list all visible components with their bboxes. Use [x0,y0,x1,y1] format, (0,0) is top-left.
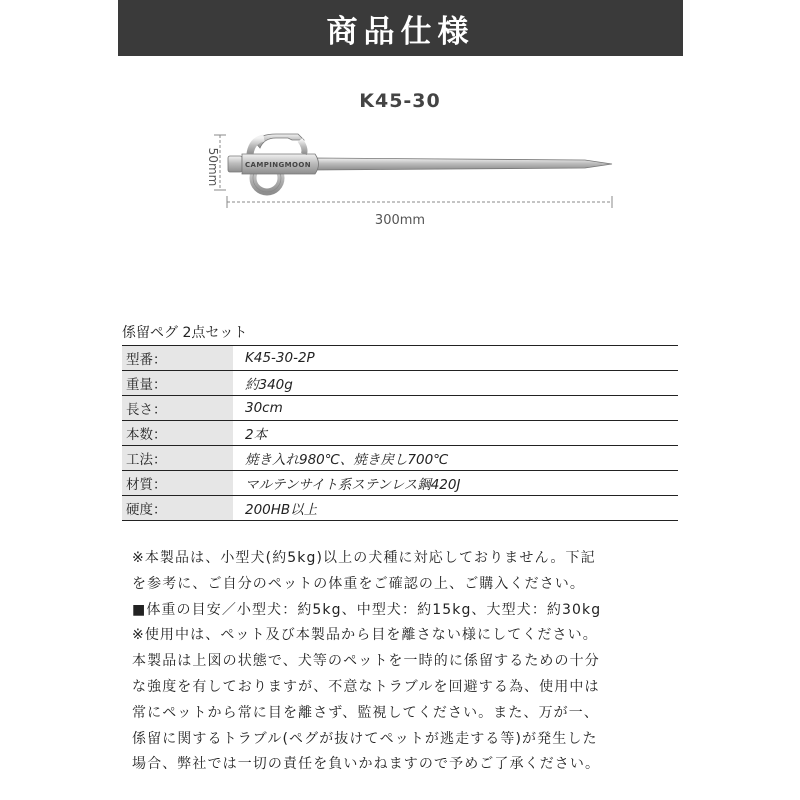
model-code: K45-30 [359,90,441,112]
spec-label: 工法： [122,446,233,471]
table-row [122,396,678,421]
note-line: を参考に、ご自分のペットの体重をご確認の上、ご購入ください。 [132,575,585,592]
note-line: ※本製品は、小型犬(約5kg)以上の犬種に対応しておりません。下記 [132,550,596,566]
spec-value: 焼き入れ980℃、焼き戻し700℃ [233,446,678,471]
spec-value: 30cm [233,396,678,421]
section-header [118,0,683,56]
spec-label: 本数： [122,421,233,446]
spec-label: 材質： [122,471,233,496]
spec-value: マルテンサイト系ステンレス鋼420J [233,471,678,496]
note-line: な強度を有しておりますが、不意なトラブルを回避する為、使用中は [132,678,600,695]
table-row [122,471,678,496]
table-row [122,346,678,371]
note-line: 本製品は上図の状態で、犬等のペットを一時的に係留するための十分 [132,653,600,670]
spec-value: 2本 [233,421,678,446]
spec-value: 200HB以上 [233,496,678,521]
section-title: 商品仕様 [326,13,475,50]
spec-caption: 係留ペグ 2点セット [122,325,248,341]
spec-label: 重量： [122,371,233,396]
note-line: ■体重の目安／小型犬：約5kg、中型犬：約15kg、大型犬：約30kg [132,601,602,618]
spec-table [122,345,678,521]
spec-label: 硬度： [122,496,233,521]
height-label: 50mm [206,147,220,187]
brand-logo-text: CAMPINGMOON [245,161,311,169]
note-line: ※使用中は、ペット及び本製品から目を離さない様にしてください。 [132,627,598,644]
spec-value: 約340g [233,371,678,396]
spec-value: K45-30-2P [233,346,678,371]
table-row [122,496,678,521]
table-row [122,371,678,396]
length-label: 300mm [374,213,426,228]
spec-label: 長さ： [122,396,233,421]
note-line: 常にペットから常に目を離さず、監視してください。また、万が一、 [132,704,599,721]
spec-label: 型番： [122,346,233,371]
table-row [122,421,678,446]
note-line: 係留に関するトラブル(ペグが抜けてペットが逃走する等)が発生した [132,730,598,747]
usage-notes [132,546,672,778]
table-row [122,446,678,471]
note-line: 場合、弊社では一切の責任を負いかねますので予めご了承ください。 [132,756,601,773]
